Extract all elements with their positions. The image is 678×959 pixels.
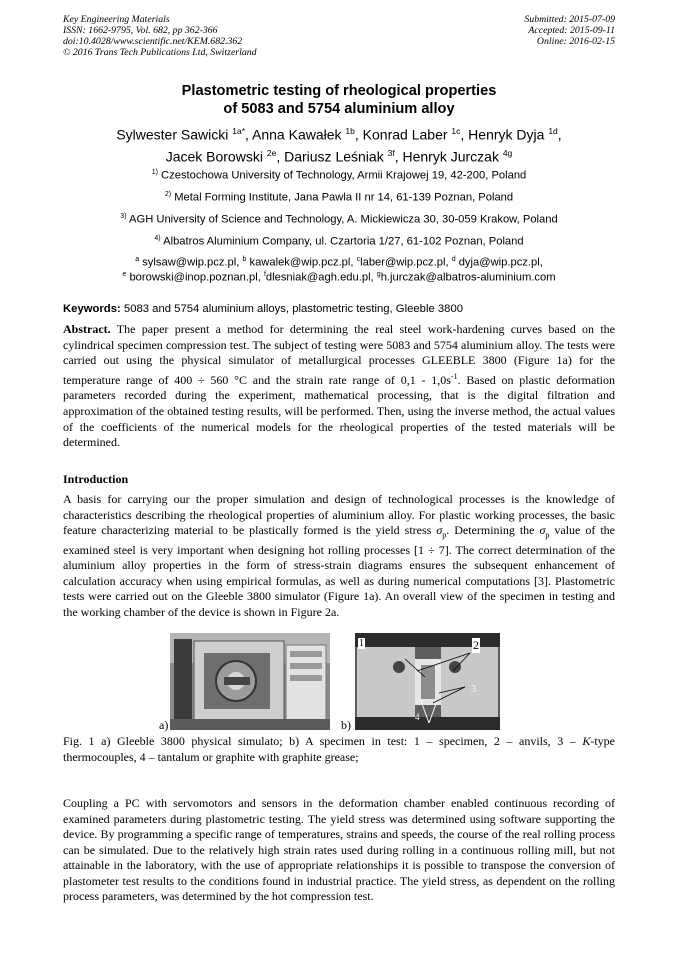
email-link[interactable]: sylsaw@wip.pcz.pl, [142, 256, 240, 269]
keywords-label: Keywords: [63, 303, 121, 315]
submitted-date: Submitted: 2015-07-09 [524, 14, 615, 25]
section-heading: Introduction [63, 472, 129, 486]
affiliation-3 [30, 210, 648, 227]
copyright: © 2016 Trans Tech Publications Ltd, Switzerland [63, 47, 257, 58]
email-link[interactable]: dyja@wip.pcz.pl, [458, 256, 543, 269]
abstract-label: Abstract. [63, 322, 111, 336]
sigma-subscript: p [545, 530, 550, 540]
email-sup: d [451, 256, 456, 263]
figure-caption [63, 734, 615, 765]
author-sup: 3f [387, 147, 395, 158]
title-line-1: Plastometric testing of rheological properties [181, 83, 497, 99]
intro-text: A basis for carrying our the proper simulation and design of technological processes is the knowledge of characteristics describing the rheological properties of aluminium alloy. For plastic working processes, the basic feature characterizing material to be plastically formed is the yield stress [63, 492, 615, 537]
online-date: Online: 2016-02-15 [536, 36, 615, 47]
sigma-symbol: σ [436, 523, 443, 537]
callout-3: 3 [471, 684, 476, 695]
author-sup: 2e [266, 147, 277, 158]
author-sup: 1b [345, 126, 355, 136]
affiliation-text: Metal Forming Institute, Jana Pawla II nr 14, 61-139 Poznan, Poland [174, 191, 514, 204]
author-name: Henryk Jurczak [402, 148, 499, 165]
author-sup: 1d [548, 126, 558, 136]
author-name: Dariusz Leśniak [284, 148, 384, 165]
figure-label-a: a) [159, 718, 169, 732]
sigma-symbol: σ [539, 523, 546, 537]
caption-k: K [582, 734, 591, 748]
caption-text-end: -type thermocouples, 4 – tantalum or graphite with graphite grease; [63, 734, 615, 764]
affiliation-text: Czestochowa University of Technology, Armii Krajowej 19, 42-200, Poland [161, 169, 527, 182]
callout-4: 4 [415, 712, 420, 722]
affiliation-sup: 3) [120, 213, 127, 220]
email-link[interactable]: laber@wip.pcz.pl, [360, 256, 449, 269]
issn: ISSN: 1662-9795, Vol. 682, pp 362-366 [63, 25, 218, 36]
title-line-2: of 5083 and 5754 aluminium alloy [223, 101, 455, 117]
figure-label-b: b) [341, 718, 351, 732]
author-list: Sylwester Sawicki $^{1a*}$, Anna Kawałek $^{1b}$, Konrad Laber $^{1c}$, Henryk Dyja $^{1d}$, Jacek Borowski $^{2e}$, Dariusz Leśniak $^{3f}$, Henryk Jurczak $^{4g}$ [116, 126, 562, 165]
abstract-sup: -1 [450, 371, 458, 381]
affiliation-sup: 1) [151, 169, 158, 176]
email-sup: g [376, 271, 381, 278]
paper-title [40, 82, 638, 118]
email-sup: e [122, 271, 127, 278]
affiliation-4 [30, 232, 648, 249]
affiliation-sup: 2) [164, 191, 172, 198]
callout-2: 2 [473, 638, 479, 652]
intro-text: value of the examined steel is very important when designing hot rolling processes [1 ÷ 7]. The correct determination of the aluminium alloy properties in the form of stress-strain diagrams ensures the subsequent enhancement of calculation accuracy when using empirical formulas, as well as during numerical computations [3]. Plastometric tests were carried out on the Gleeble 3800 simulator (Figure 1a). An overall view of the specimen in testing and the working chamber of the device is shown in Figure 2a. [63, 523, 615, 619]
email-link[interactable]: dlesniak@agh.edu.pl, [265, 271, 374, 284]
affiliation-sup: 4) [154, 235, 161, 242]
affiliation-text: Albatros Aluminium Company, ul. Czartoria 1/27, 61-102 Poznan, Poland [163, 235, 524, 248]
abstract-text: The paper present a method for determining the real steel work-hardening curves based on the cylindrical specimen compression test. The subject of testing were 5083 and 5754 aluminium alloy. The tests were carried out using the physical simulator of metallurgical processes GLEEBLE 3800 (Figure 1a) for the temperature range of 400 ÷ 560 °C and the strain rate range of 0,1 - 1,0s [63, 322, 615, 387]
affiliation-2 [30, 188, 648, 205]
author-name: Konrad Laber [362, 126, 448, 143]
sigma-subscript: p [442, 530, 447, 540]
callout-1: 1 [359, 638, 364, 649]
keywords-text: 5083 and 5754 aluminium alloys, plastometric testing, Gleeble 3800 [123, 303, 464, 315]
email-sup: f [263, 271, 266, 278]
email-sup: b [242, 256, 247, 263]
author-sup: 1a* [232, 126, 245, 136]
author-name: Henryk Dyja [468, 126, 545, 143]
email-sup: c [356, 256, 361, 263]
intro-text: . Determining the [446, 523, 540, 537]
email-link[interactable]: borowski@inop.poznan.pl, [129, 271, 261, 284]
author-sup: 4g [502, 147, 513, 158]
keywords [63, 302, 615, 316]
abstract-text-end: . Based on plastic deformation parameters recorded during the experiment, mathematical processing, that is the digital filtration and approximation of the obtained testing results, will be performed. Then, using the inverse method, the actual values of the coefficients of the numerical models for the rheological properties of the tested materials will be determined. [63, 372, 615, 450]
journal-name: Key Engineering Materials [63, 14, 170, 25]
affiliation-1 [30, 166, 648, 183]
author-name: Jacek Borowski [165, 148, 263, 165]
doi: doi:10.4028/www.scientific.net/KEM.682.362 [63, 36, 243, 47]
email-line-2 [30, 268, 648, 285]
introduction-paragraph [63, 492, 615, 620]
accepted-date: Accepted: 2015-09-11 [528, 25, 615, 36]
author-sup: 1c [451, 126, 461, 136]
affiliation-text: AGH University of Science and Technology, A. Mickiewicza 30, 30-059 Krakow, Poland [129, 213, 558, 226]
figure-1a-photo [170, 633, 330, 730]
author-name: Anna Kawałek [252, 126, 342, 143]
journal-info [63, 14, 363, 58]
author-name: Sylwester Sawicki [116, 126, 229, 143]
email-link[interactable]: h.jurczak@albatros-aluminium.com [380, 271, 556, 284]
coupling-paragraph: Coupling a PC with servomotors and sensors in the deformation chamber enabled continuous recording of examined parameters during plastometric testing. The yield stress was determined using software supporting the device. By programming a specific range of temperatures, strains and speeds, the course of the real rolling process can be simulated. Due to the relatively high strain rates used during rolling in a continuous rolling mill, but not attainable in the laboratory, with the use of appropriate relationships it is possible to transpose the conversion of plastometer test results to the conditions found in industrial practice. The yield stress, as dependent on the rolling process parameters, was determined by the hot compression test. [63, 796, 615, 903]
email-link[interactable]: kawalek@wip.pcz.pl, [249, 256, 354, 269]
caption-text: Fig. 1 a) Gleeble 3800 physical simulato; b) A specimen in test: 1 – specimen, 2 – anvils, 3 – [63, 734, 583, 748]
email-sup: a [135, 256, 140, 263]
publication-dates [375, 14, 615, 47]
abstract [63, 322, 615, 451]
